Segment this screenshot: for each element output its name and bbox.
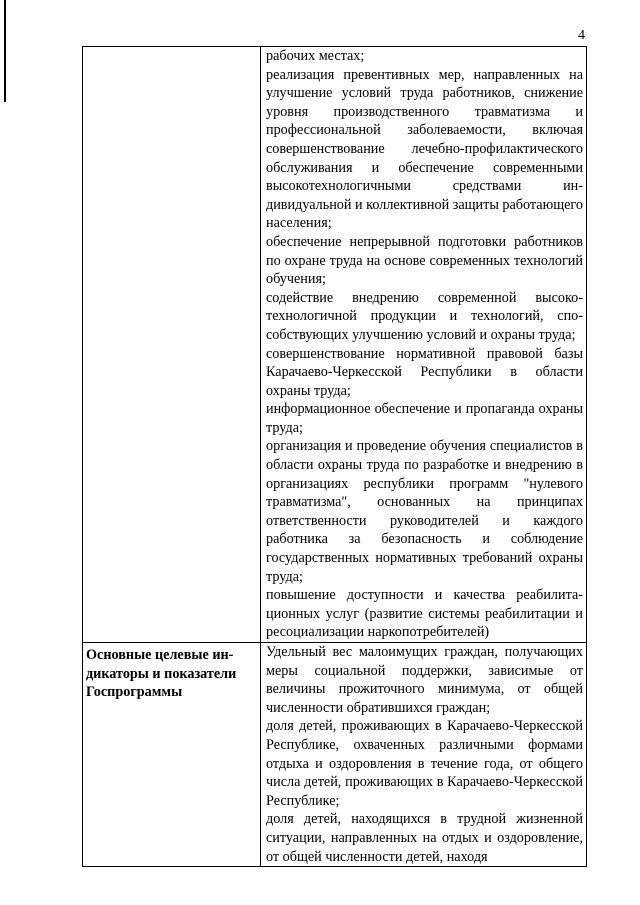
table-row [83,47,587,643]
row-2-paragraph-1: Удельный вес малоимущих граждан, получающих меры социальной поддержки, зависимые от величины прожиточного минимума, от общей численности обратившихся граждан; [266,644,583,716]
row-1-paragraph-1: рабочих местах; [266,48,365,64]
row-1-paragraph-8: повышение доступности и качества реабилитационных услуг (развитие системы реабилитации и ресоциализации наркопотребителей) [266,587,583,641]
row-1-paragraph-3: обеспечение непрерывной подготовки работников по охране труда на основе современных технологий обучения; [266,233,583,288]
page-number: 4 [578,28,585,43]
row-1-paragraph-4: содействие внедрению современной высокотехнологичной продукции и технологий, способствующих улучшению условий и охраны труда; [266,289,583,343]
row-1-paragraph-5: совершенствование нормативной правовой базы Карачаево-Черкесской Республики в области охраны труда; [266,345,583,399]
table-row [83,643,587,867]
scan-margin-line [4,0,6,102]
program-passport-table [82,46,587,867]
row-2-paragraph-3: доля детей, находящихся в трудной жизненной ситуации, направленных на отдых и оздоровление, от общей численности детей, находя [266,811,583,865]
row-2-left-cell [83,643,261,867]
row-1-right-cell [261,47,587,643]
row-1-paragraph-7: организация и проведение обучения специалистов в области охраны труда по разработке и внедрению в организациях республики программ "нулевого травматизма", основанных на принципах ответственности руководителей и каждого работника за безопасность и соблюдение государственных нормативных требований охраны труда; [266,438,583,585]
row-2-right-cell [261,643,587,867]
row-1-paragraph-6: информационное обеспечение и пропаганда охраны труда; [266,401,583,436]
row-1-paragraph-2: реализация превентивных мер, направленных на улучшение условий труда работников, снижение уровня производственного травматизма и профессиональной заболеваемости, включая совершенствование лечебно-профилактического обслуживания и обеспечение современными высокотехнологичными средствами индивидуальной и коллективной защиты работающего населения; [266,66,583,232]
row-2-paragraph-2: доля детей, проживающих в Карачаево-Черкесской Республике, охваченных различными формами отдыха и оздоровления в течение года, от общего числа детей, проживающих в Карачаево-Черкесской Республике; [266,718,583,809]
row-1-left-cell [83,47,261,643]
row-2-heading: Основные целевые индикаторы и показатели Госпрограммы [86,647,237,701]
